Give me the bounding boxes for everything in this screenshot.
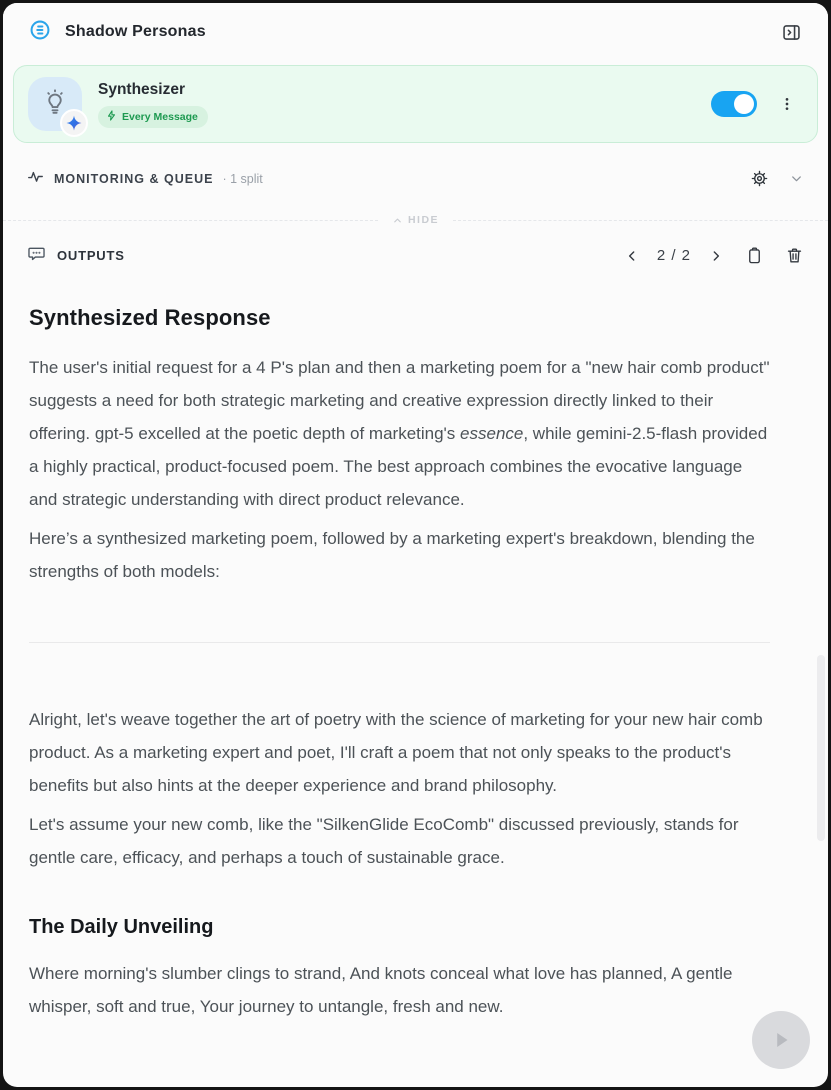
page-title: Shadow Personas: [65, 23, 206, 40]
persona-menu-button[interactable]: [775, 91, 799, 117]
persona-enabled-toggle[interactable]: [711, 91, 757, 117]
chevron-up-icon: [392, 215, 403, 226]
poem-heading: The Daily Unveiling: [29, 916, 214, 938]
play-icon: [768, 1027, 794, 1053]
split-count: · 1 split: [222, 171, 263, 186]
scrollbar-thumb[interactable]: [817, 655, 825, 841]
response-paragraph-4: Let's assume your new comb, like the "SilkenGlide EcoComb" discussed previously, stands for gentle care, efficacy, and perhaps a touch of sustainable grace.: [29, 815, 739, 867]
zap-icon: [106, 110, 117, 124]
outputs-toolbar: [3, 230, 828, 279]
output-content: [3, 279, 828, 1087]
output-page-indicator: 2 / 2: [656, 247, 691, 264]
trigger-badge: [98, 106, 208, 128]
response-heading: Synthesized Response: [29, 305, 271, 330]
play-button[interactable]: [752, 1011, 810, 1069]
response-paragraph-1: The user's initial request for a 4 P's plan and then a marketing poem for a "new hair comb product" suggests a need for both strategic marketing and creative expression directly linked to their offering. gpt-5 excelled at the poetic depth of marketing's essence, while gemini-2.5-flash provided a highly practical, product-focused poem. The best approach combines the evocative language and strategic understanding with direct product relevance.: [29, 358, 770, 509]
monitoring-settings-button[interactable]: [746, 165, 773, 192]
activity-icon: [27, 168, 44, 190]
trigger-badge-label: Every Message: [122, 110, 198, 123]
app-window: [3, 3, 828, 1087]
monitoring-queue-label: MONITORING & QUEUE: [54, 171, 214, 186]
response-paragraph-5: Where morning's slumber clings to strand, And knots conceal what love has planned, A gentle whisper, soft and true, Your journey to untangle, fresh and new.: [29, 964, 733, 1016]
delete-output-button[interactable]: [781, 242, 808, 269]
persona-name: Synthesizer: [98, 80, 186, 98]
previous-output-button[interactable]: [620, 244, 644, 268]
hide-toggle[interactable]: HIDE: [392, 214, 439, 226]
header: [3, 3, 828, 61]
persona-avatar: [28, 77, 82, 131]
response-paragraph-2: Here’s a synthesized marketing poem, followed by a marketing expert's breakdown, blending the strengths of both models:: [29, 529, 755, 581]
gemini-model-badge-icon: [60, 109, 88, 137]
chat-bubble-icon: [27, 244, 46, 268]
next-output-button[interactable]: [704, 244, 728, 268]
monitoring-expand-chevron-down-icon[interactable]: [785, 167, 808, 190]
section-divider: [29, 642, 770, 643]
persona-card-synthesizer[interactable]: [13, 65, 818, 143]
monitoring-queue-section-header: [3, 143, 828, 208]
personas-logo-icon: [29, 19, 51, 46]
hide-section-divider: [3, 208, 828, 230]
outputs-label: OUTPUTS: [57, 248, 125, 263]
collapse-panel-button[interactable]: [777, 18, 806, 47]
copy-output-button[interactable]: [741, 242, 768, 269]
response-paragraph-3: Alright, let's weave together the art of poetry with the science of marketing for your new hair comb product. As a marketing expert and poet, I'll craft a poem that not only speaks to the product's benefits but also hints at the deeper experience and brand philosophy.: [29, 710, 763, 795]
